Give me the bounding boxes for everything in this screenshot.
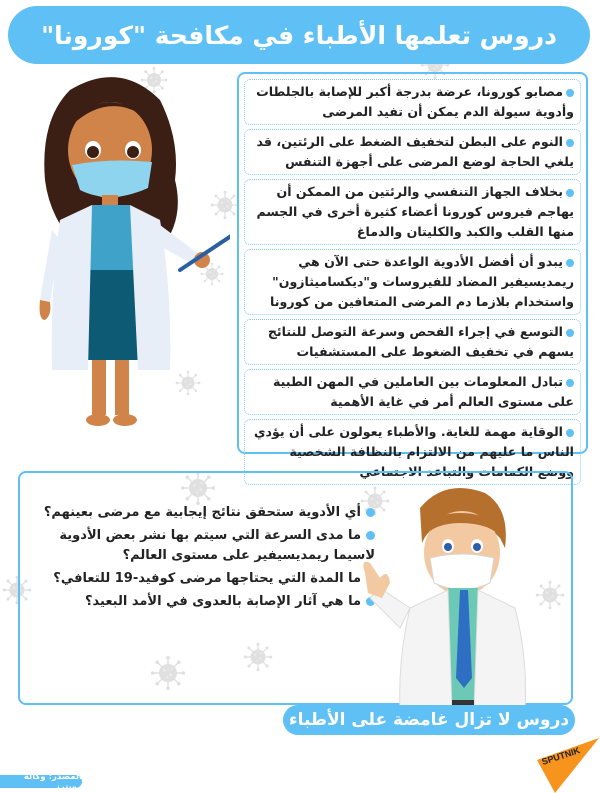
bullet-dot-icon [566, 429, 574, 437]
source-label: المصدر: وكالة رويترز [0, 775, 82, 788]
question-item: ما المدة التي يحتاجها مرضى كوفيد-19 للتعافي؟ [30, 569, 375, 589]
fact-item: تبادل المعلومات بين العاملين في المهن الطبية على مستوى العالم أمر في غاية الأهمية [244, 369, 581, 415]
svg-text:SPUTNIK: SPUTNIK [540, 745, 582, 767]
page-title [8, 6, 590, 64]
fact-item: النوم على البطن لتخفيف الضغط على الرئتين، قد يلغي الحاجة لوضع المرضى على أجهزة التنفس [244, 129, 581, 175]
male-doctor-illustration [360, 478, 540, 710]
question-item: ما مدى السرعة التي سيتم بها نشر بعض الأدوية لاسيما ريمديسيفير على مستوى العالم؟ [59, 528, 375, 563]
facts-list [237, 72, 588, 479]
bullet-dot-icon [566, 379, 574, 387]
sputnik-logo [537, 738, 599, 793]
fact-item: مصابو كورونا، عرضة بدرجة أكبر للإصابة بالجلطات وأدوية سيولة الدم يمكن أن تفيد المرضى [244, 79, 581, 125]
title-text: دروس تعلمها الأطباء في مكافحة "كورونا" [41, 20, 557, 50]
fact-item: التوسع في إجراء الفحص وسرعة التوصل للنتائج يسهم في تخفيف الضغوط على المستشفيات [244, 319, 581, 365]
bullet-dot-icon [566, 139, 574, 147]
section-subtitle: دروس لا تزال غامضة على الأطباء [283, 705, 575, 735]
bullet-dot-icon [566, 189, 574, 197]
female-doctor-illustration [10, 70, 230, 435]
fact-item: يبدو أن أفضل الأدوية الواعدة حتى الآن هي ريمديسيفير المضاد للفيروسات و"ديكساميثازون" واستخدام بلازما دم المرضى المتعافين من كورونا [244, 249, 581, 315]
bullet-dot-icon [566, 329, 574, 337]
bullet-dot-icon [566, 89, 574, 97]
question-item: ما هي آثار الإصابة بالعدوى في الأمد البعيد؟ [30, 592, 375, 612]
bullet-dot-icon [566, 259, 574, 267]
questions-list [30, 503, 375, 615]
fact-item: بخلاف الجهاز التنفسي والرئتين من الممكن أن يهاجم فيروس كورونا أعضاء كثيرة أخرى في الجسم منها القلب والكبد والكليتان والدماغ [244, 179, 581, 245]
question-item: أي الأدوية ستحقق نتائج إيجابية مع مرضى بعينهم؟ [30, 503, 375, 523]
fact-item: الوقاية مهمة للغاية. والأطباء يعولون على أن يؤدي الناس ما عليهم من الالتزام بالنظافة الشخصية ووضع الكمامات والتباعد الاجتماعي [244, 419, 581, 485]
